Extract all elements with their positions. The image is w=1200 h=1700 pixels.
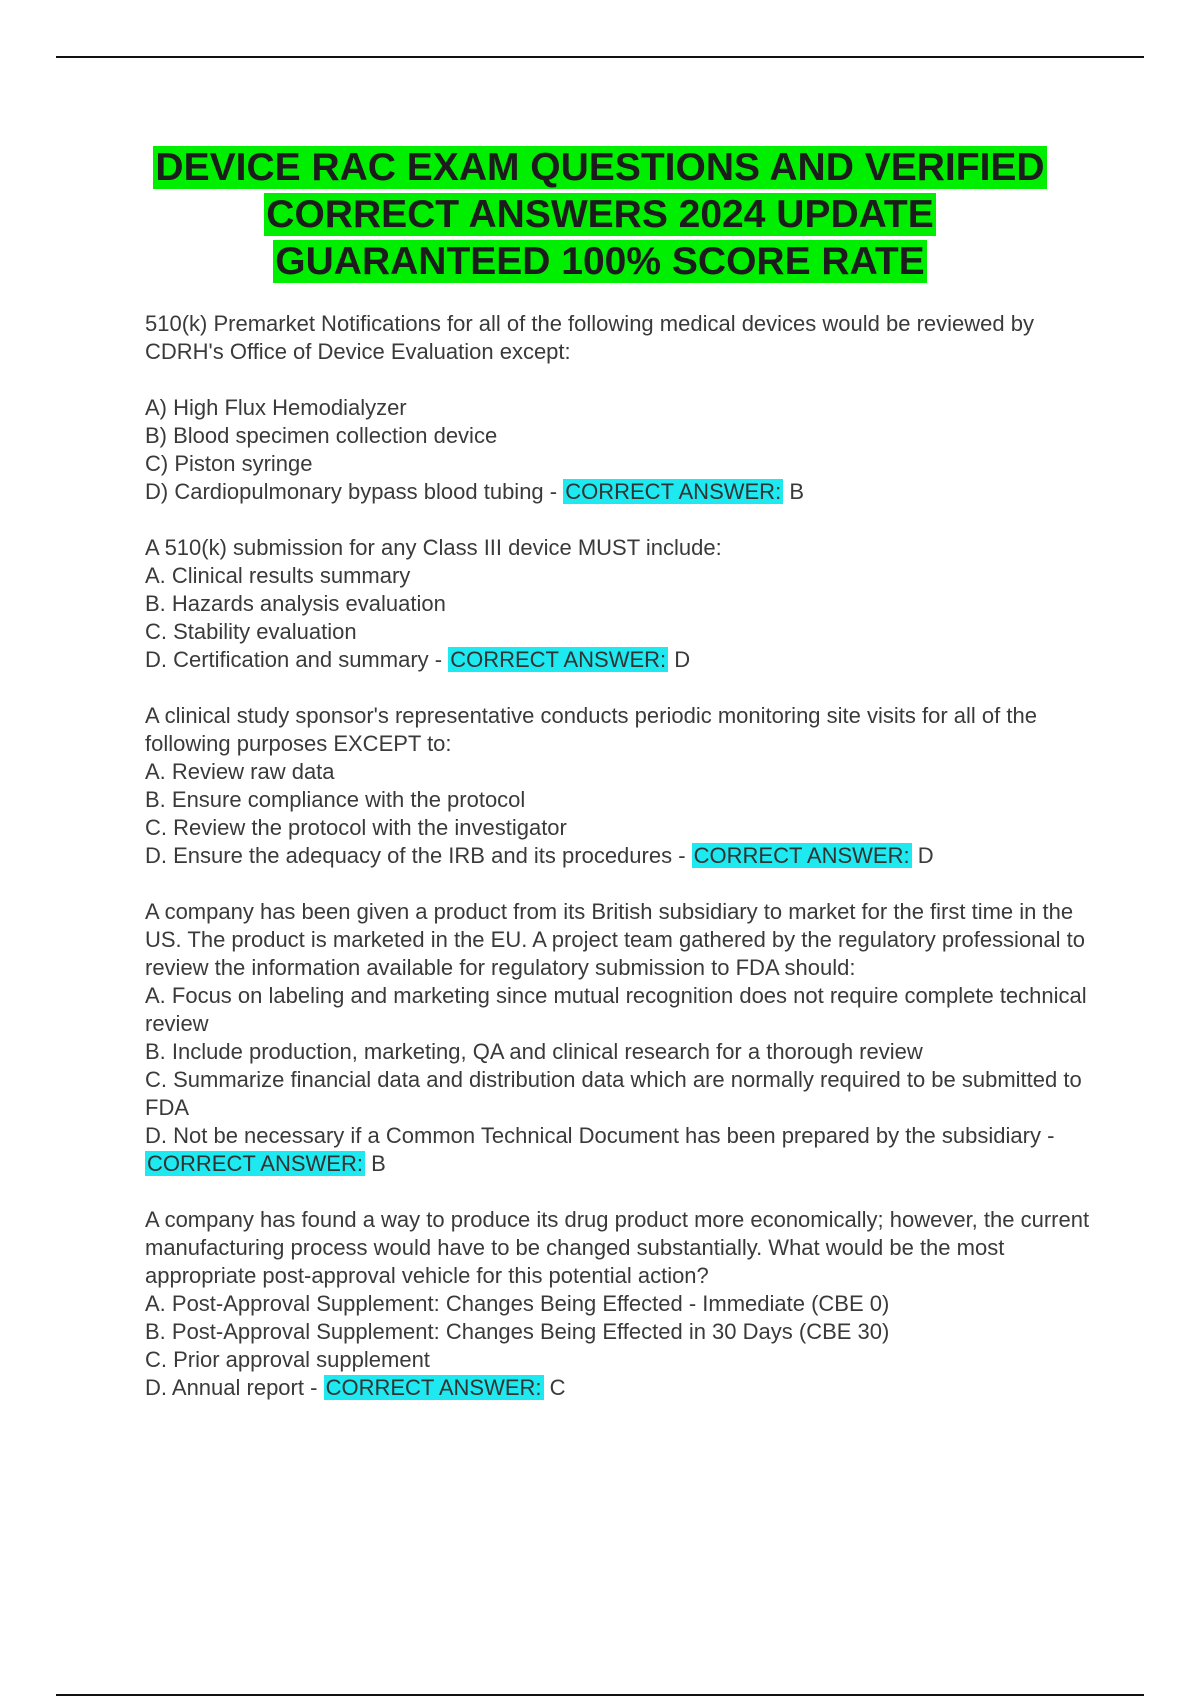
- title-line: DEVICE RAC EXAM QUESTIONS AND VERIFIED: [155, 146, 1045, 189]
- option: A. Focus on labeling and marketing since mutual recognition does not require complete technical review: [145, 983, 1087, 1036]
- option: C. Prior approval supplement: [145, 1347, 430, 1372]
- option: A) High Flux Hemodialyzer: [145, 395, 407, 420]
- option: C. Stability evaluation: [145, 619, 357, 644]
- answer-value: C: [549, 1375, 566, 1400]
- option: A. Post-Approval Supplement: Changes Being Effected - Immediate (CBE 0): [145, 1291, 890, 1316]
- correct-answer-label: CORRECT ANSWER:: [147, 1151, 363, 1176]
- option: C. Review the protocol with the investigator: [145, 815, 567, 840]
- answer-value: D: [917, 843, 934, 868]
- option: D. Certification and summary -: [145, 647, 443, 672]
- document-title: [60, 144, 1140, 285]
- option: D. Not be necessary if a Common Technical Document has been prepared by the subsidiary -: [145, 1123, 1055, 1148]
- option-with-answer: [145, 478, 1090, 506]
- option: D. Annual report -: [145, 1375, 318, 1400]
- correct-answer-label: CORRECT ANSWER:: [450, 647, 667, 672]
- option: D. Ensure the adequacy of the IRB and its procedures -: [145, 843, 686, 868]
- option: B) Blood specimen collection device: [145, 423, 498, 448]
- question-stem: A 510(k) submission for any Class III device MUST include:: [145, 535, 722, 560]
- option: A. Clinical results summary: [145, 563, 411, 588]
- correct-answer-label: CORRECT ANSWER:: [325, 1375, 542, 1400]
- question-stem: A clinical study sponsor's representative conducts periodic monitoring site visits for all of the following purposes EXCEPT to:: [145, 703, 1037, 756]
- option: D) Cardiopulmonary bypass blood tubing -: [145, 479, 558, 504]
- answer-value: B: [371, 1151, 386, 1176]
- answer-value: B: [789, 479, 804, 504]
- correct-answer-label: CORRECT ANSWER:: [693, 843, 910, 868]
- correct-answer-label: CORRECT ANSWER:: [565, 479, 782, 504]
- question-block: [145, 310, 1090, 506]
- option: A. Review raw data: [145, 759, 335, 784]
- option: B. Ensure compliance with the protocol: [145, 787, 526, 812]
- title-line: CORRECT ANSWERS 2024 UPDATE: [266, 193, 934, 236]
- option: C. Summarize financial data and distribution data which are normally required to be submitted to FDA: [145, 1067, 1082, 1120]
- option: C) Piston syringe: [145, 451, 313, 476]
- question-block: [145, 534, 1090, 674]
- option-with-answer: [145, 1122, 1090, 1178]
- title-line: GUARANTEED 100% SCORE RATE: [275, 240, 925, 283]
- option: B. Post-Approval Supplement: Changes Being Effected in 30 Days (CBE 30): [145, 1319, 890, 1344]
- bottom-rule: [56, 1694, 1144, 1696]
- answer-value: D: [674, 647, 691, 672]
- question-stem: 510(k) Premarket Notifications for all of the following medical devices would be reviewed by CDRH's Office of Device Evaluation except:: [145, 311, 1034, 364]
- option-with-answer: [145, 646, 1090, 674]
- option: B. Include production, marketing, QA and clinical research for a thorough review: [145, 1039, 923, 1064]
- option: B. Hazards analysis evaluation: [145, 591, 446, 616]
- question-block: [145, 1206, 1090, 1402]
- question-block: [145, 702, 1090, 870]
- top-rule: [56, 56, 1144, 58]
- question-list: [145, 310, 1090, 1430]
- question-stem: A company has been given a product from its British subsidiary to market for the first time in the US. The product is marketed in the EU. A project team gathered by the regulatory professional to review the information available for regulatory submission to FDA should:: [145, 899, 1085, 980]
- option-with-answer: [145, 842, 1090, 870]
- question-stem: A company has found a way to produce its drug product more economically; however, the current manufacturing process would have to be changed substantially. What would be the most appropriate post-approval vehicle for this potential action?: [145, 1207, 1090, 1288]
- option-with-answer: [145, 1374, 1090, 1402]
- question-block: [145, 898, 1090, 1178]
